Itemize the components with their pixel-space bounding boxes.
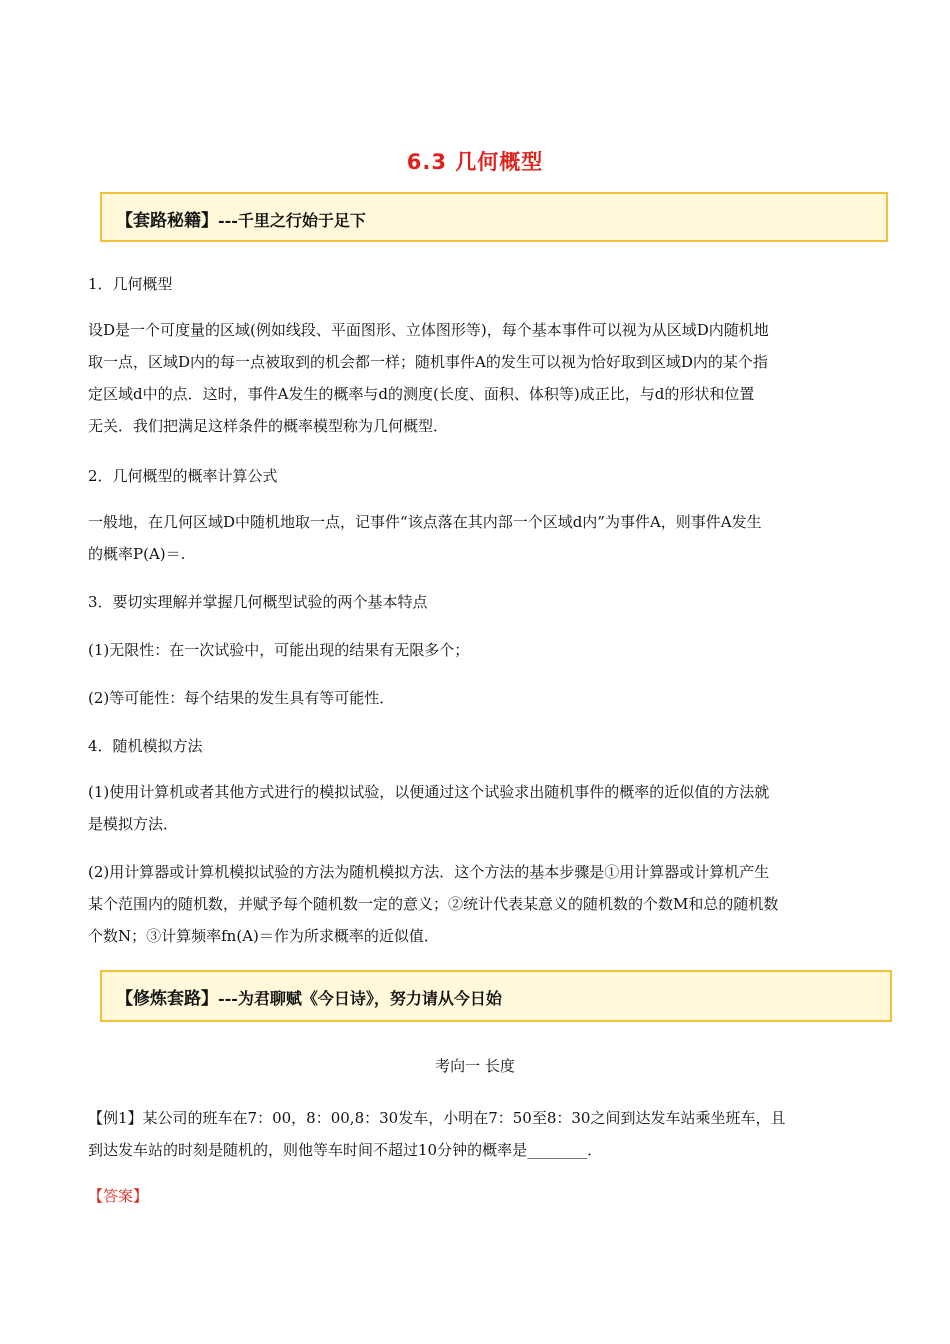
text-line: 一般地，在几何区域D中随机地取一点，记事件“该点落在其内部一个区域d内”为事件A，则事件A发生 <box>88 513 762 531</box>
answer-label: 【答案】 <box>88 1187 149 1205</box>
text-line: 到达发车站的时刻是随机的，则他等车时间不超过10分钟的概率是________． <box>88 1141 603 1159</box>
text-line: 是模拟方法． <box>88 815 179 833</box>
paragraph-formula <box>88 506 864 570</box>
text-line: 的概率P(A)＝. <box>88 545 186 563</box>
section-heading-2: 2．几何概型的概率计算公式 <box>88 467 278 485</box>
list-item: (2)等可能性：每个结果的发生具有等可能性． <box>88 689 395 707</box>
text-line: (1)使用计算机或者其他方式进行的模拟试验，以便通过这个试验求出随机事件的概率的近似值的方法就 <box>88 783 770 801</box>
paragraph-geometric-model <box>88 314 864 442</box>
text-line: 某个范围内的随机数，并赋予每个随机数一定的意义；②统计代表某意义的随机数的个数M和总的随机数 <box>88 895 779 913</box>
text-line: 个数N；③计算频率fn(A)＝作为所求概率的近似值． <box>88 927 439 945</box>
text-line: (2)用计算器或计算机模拟试验的方法为随机模拟方法．这个方法的基本步骤是①用计算器或计算机产生 <box>88 863 770 881</box>
text-line: 【例1】某公司的班车在7：00，8：00,8：30发车，小明在7：50至8：30之间到达发车站乘坐班车，且 <box>88 1109 786 1127</box>
text-line: 无关．我们把满足这样条件的概率模型称为几何概型． <box>88 417 449 435</box>
paragraph-simulation-1 <box>88 776 864 840</box>
banner-label: 【套路秘籍】 <box>116 211 218 231</box>
list-item: (1)无限性：在一次试验中，可能出现的结果有无限多个； <box>88 641 470 659</box>
page-title: 6.3 几何概型 <box>406 150 544 174</box>
banner-xiulian-taolu <box>100 970 892 1022</box>
example-1 <box>88 1102 864 1166</box>
section-heading-1: 1．几何概型 <box>88 275 173 293</box>
paragraph-simulation-2 <box>88 856 864 952</box>
banner-taolu-miji <box>100 192 888 242</box>
banner-subtitle: ---千里之行始于足下 <box>218 211 366 230</box>
section-title: 考向一 长度 <box>435 1057 515 1075</box>
banner-label: 【修炼套路】 <box>116 989 218 1009</box>
section-heading-4: 4．随机模拟方法 <box>88 737 203 755</box>
text-line: 定区域d中的点．这时，事件A发生的概率与d的测度(长度、面积、体积等)成正比，与d的形状和位置 <box>88 385 755 403</box>
section-heading-3: 3．要切实理解并掌握几何概型试验的两个基本特点 <box>88 593 428 611</box>
text-line: 取一点，区域D内的每一点被取到的机会都一样；随机事件A的发生可以视为恰好取到区域D内的某个指 <box>88 353 768 371</box>
banner-subtitle: ---为君聊赋《今日诗》，努力请从今日始 <box>218 989 502 1008</box>
text-line: 设D是一个可度量的区域(例如线段、平面图形、立体图形等)，每个基本事件可以视为从区域D内随机地 <box>88 321 769 339</box>
